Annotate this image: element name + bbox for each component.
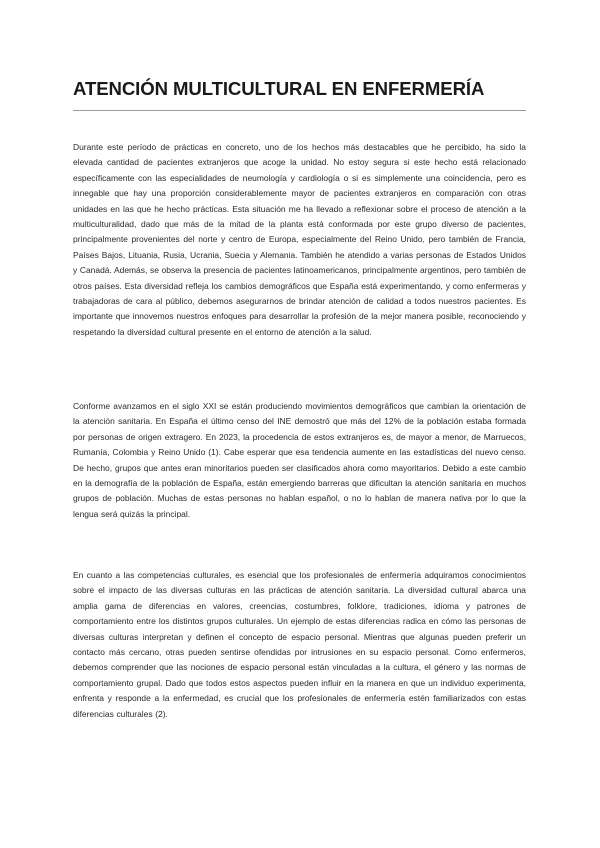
paragraph-1: Durante este período de prácticas en concreto, uno de los hechos más destacables que he percibido, ha sido la elevada cantidad de pacientes extranjeros que acoge la unidad. No estoy segura si este hecho está relacionado específicamente con las especialidades de neumología y cardiología o si es simplemente una coincidencia, pero es innegable que hay una proporción considerablemente mayor de pacientes extranjeros en comparación con otras unidades en las que he hecho prácticas. Esta situación me ha llevado a reflexionar sobre el proceso de atención a la multiculturalidad, dado que más de la mitad de la planta está conformada por este grupo diverso de pacientes, principalmente provenientes del norte y centro de Europa, especialmente del Reino Unido, pero también de Francia, Países Bajos, Lituania, Rusia, Ucrania, Suecia y Alemania. También he atendido a varias personas de Estados Unidos y Canadá. Además, se observa la presencia de pacientes latinoamericanos, principalmente argentinos, pero también de otros países. Esta diversidad refleja los cambios demográficos que España está experimentando, y como enfermeras y trabajadoras de cara al público, debemos asegurarnos de brindar atención de calidad a todos nuestros pacientes. Es importante que innovemos nuestros enfoques para desarrollar la profesión de la mejor manera posible, reconociendo y respetando la diversidad cultural presente en el entorno de atención a la salud. [73,142,526,337]
paragraph-3: En cuanto a las competencias culturales, es esencial que los profesionales de enfermería adquiramos conocimientos sobre el impacto de las diversas culturas en las prácticas de atención sanitaria. La diversidad cultural abarca una amplia gama de diferencias en valores, creencias, costumbres, folklore, tradiciones, idioma y patrones de comportamiento entre los distintos grupos culturales. Un ejemplo de estas diferencias radica en cómo las personas de diversas culturas interpretan y definen el concepto de espacio personal. Mientras que algunas pueden preferir un contacto más cercano, otras pueden sentirse ofendidas por intrusiones en su espacio personal. Como enfermeros, debemos comprender que las nociones de espacio personal están vinculadas a la cultura, el género y las normas de comportamiento grupal. Dado que todos estos aspectos pueden influir en la manera en que un individuo experimenta, enfrenta y responde a la enfermedad, es crucial que los profesionales de enfermería estén familiarizados con estas diferencias culturales (2). [73,570,526,719]
paragraph-2: Conforme avanzamos en el siglo XXI se están produciendo movimientos demográficos que cambian la orientación de la atención sanitaria. En España el último censo del INE demostró que más del 12% de la población estaba formada por personas de origen extragero. En 2023, la procedencia de estos extranjeros es, de mayor a menor, de Marruecos, Rumanía, Colombia y Reino Unido (1). Cabe esperar que esa tendencia aumente en las estadísticas del nuevo censo. De hecho, grupos que antes eran minoritarios pueden ser clasificados ahora como mayoritarios. Debido a este cambio en la demografía de la población de España, están emergiendo barreras que dificultan la atención sanitaria en muchos grupos de población. Muchas de estas personas no hablan español, o no lo hablan de manera nativa por lo que la lengua será quizás la principal. [73,401,526,519]
title-divider [73,110,526,111]
document-title: ATENCIÓN MULTICULTURAL EN ENFERMERÍA [73,78,485,99]
